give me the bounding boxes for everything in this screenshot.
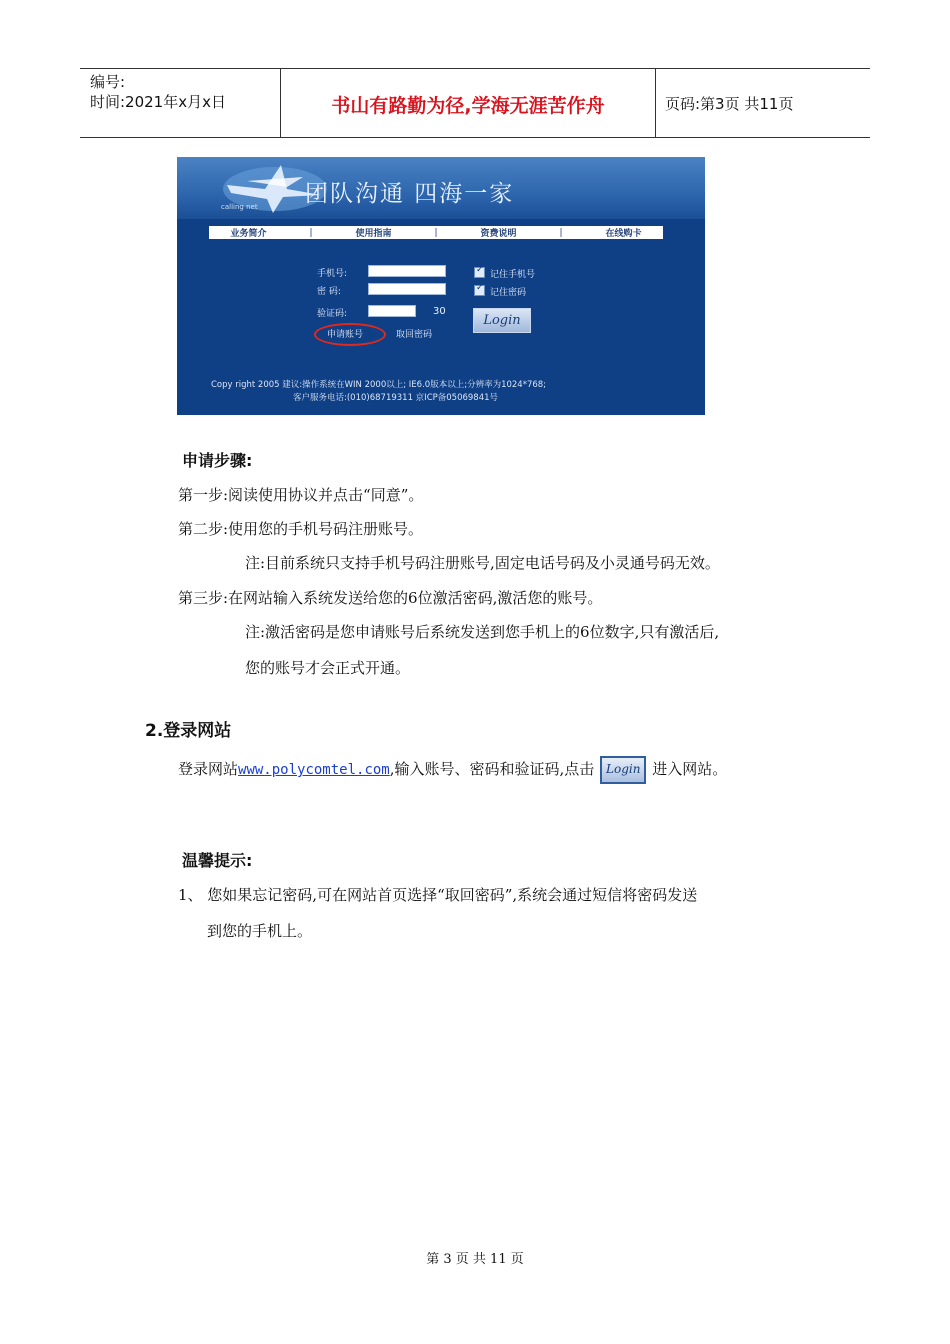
login-button[interactable]: Login bbox=[473, 308, 531, 333]
login-button-image: Login bbox=[600, 756, 646, 784]
captcha-value: 30 bbox=[433, 306, 446, 317]
tip-1: 1、 您如果忘记密码,可在网站首页选择“取回密码”,系统会通过短信将密码发送 bbox=[178, 886, 698, 904]
remember-password-checkbox[interactable] bbox=[474, 285, 485, 296]
remember-phone-checkbox[interactable] bbox=[474, 267, 485, 278]
page-footer: 第 3 页 共 11 页 bbox=[426, 1252, 524, 1267]
step-3-note: 注:激活密码是您申请账号后系统发送到您手机上的6位数字,只有激活后, bbox=[245, 623, 720, 641]
header-right-cell bbox=[655, 69, 870, 137]
page-header bbox=[80, 68, 870, 138]
nav-separator: | bbox=[559, 227, 563, 238]
captcha-input[interactable] bbox=[368, 305, 416, 317]
nav-item-buy-card[interactable]: 在线购卡 bbox=[605, 229, 642, 239]
motto: 书山有路勤为径,学海无涯苦作舟 bbox=[331, 95, 605, 117]
step-3-note-cont: 您的账号才会正式开通。 bbox=[245, 659, 411, 677]
header-left-cell bbox=[80, 69, 280, 137]
step-3: 第三步:在网站输入系统发送给您的6位激活密码,激活您的账号。 bbox=[178, 589, 603, 607]
phone-label: 手机号: bbox=[317, 269, 348, 279]
login-section-title: 2.登录网站 bbox=[145, 721, 232, 741]
time-label: 时间:2021年x月x日 bbox=[90, 93, 226, 111]
step-1: 第一步:阅读使用协议并点击“同意”。 bbox=[178, 486, 424, 504]
apply-steps-title: 申请步骤: bbox=[182, 451, 253, 470]
nav-item-guide[interactable]: 使用指南 bbox=[355, 229, 392, 239]
header-center-cell bbox=[280, 69, 656, 137]
number-label: 编号: bbox=[90, 73, 126, 91]
nav-separator: | bbox=[434, 227, 438, 238]
remember-phone-label: 记住手机号 bbox=[490, 270, 536, 280]
nav-separator: | bbox=[309, 227, 313, 238]
footer-line-2: 客户服务电话:(010)68719311 京ICP备05069841号 bbox=[293, 393, 499, 403]
slogan: 团队沟通 四海一家 bbox=[305, 181, 515, 207]
login-text-middle: ,输入账号、密码和验证码,点击 bbox=[389, 760, 595, 778]
footer-line-1: Copy right 2005 建议:操作系统在WIN 2000以上; IE6.0版本以上;分辨率为1024*768; bbox=[211, 380, 547, 390]
nav-item-intro[interactable]: 业务简介 bbox=[230, 229, 267, 239]
site-link[interactable]: www.polycomtel.com bbox=[238, 762, 390, 778]
logo-text: calling net bbox=[221, 203, 258, 211]
step-2: 第二步:使用您的手机号码注册账号。 bbox=[178, 520, 424, 538]
remember-password-label: 记住密码 bbox=[490, 288, 527, 298]
login-text-after: 进入网站。 bbox=[652, 760, 728, 778]
captcha-label: 验证码: bbox=[317, 309, 348, 319]
password-input[interactable] bbox=[368, 283, 446, 295]
login-instruction bbox=[178, 756, 727, 784]
nav-item-pricing[interactable]: 资费说明 bbox=[480, 229, 517, 239]
tips-title: 温馨提示: bbox=[182, 851, 253, 870]
login-text-before: 登录网站 bbox=[178, 760, 239, 778]
banner bbox=[177, 157, 705, 219]
password-label: 密 码: bbox=[317, 287, 341, 297]
apply-account-link[interactable]: 申请账号 bbox=[327, 330, 364, 340]
phone-input[interactable] bbox=[368, 265, 446, 277]
retrieve-password-link[interactable]: 取回密码 bbox=[396, 330, 433, 340]
nav-bar bbox=[209, 226, 663, 239]
login-page-screenshot bbox=[177, 157, 705, 415]
page-info: 页码:第3页 共11页 bbox=[665, 95, 794, 113]
tip-1-cont: 到您的手机上。 bbox=[207, 922, 313, 940]
step-2-note: 注:目前系统只支持手机号码注册账号,固定电话号码及小灵通号码无效。 bbox=[245, 554, 720, 572]
